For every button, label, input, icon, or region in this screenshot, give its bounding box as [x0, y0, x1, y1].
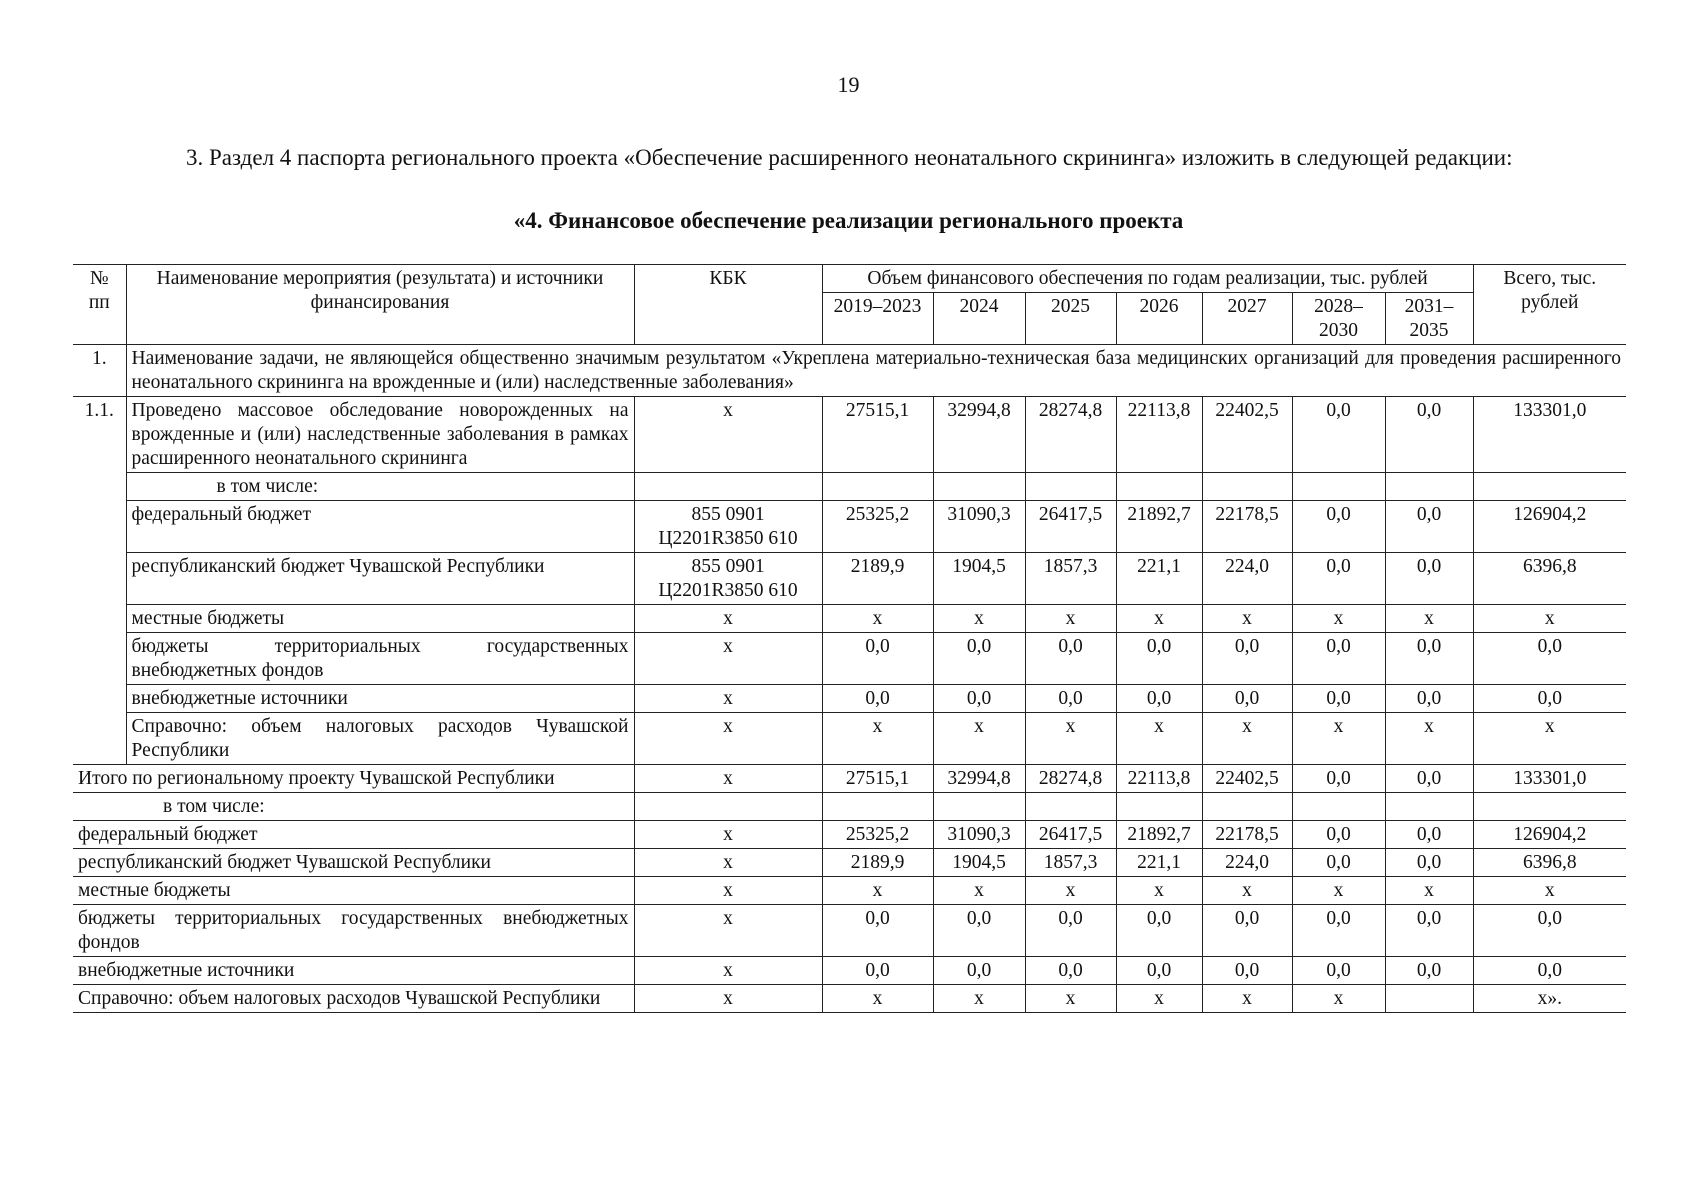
totals-value: 0,0	[1116, 957, 1202, 985]
row-value: 0,0	[1116, 685, 1202, 713]
totals-value: х	[822, 985, 933, 1013]
totals-value: х	[1116, 985, 1202, 1013]
totals-name: Итого по региональному проекту Чувашской Республики	[73, 765, 634, 793]
totals-value: 0,0	[822, 905, 933, 957]
table-row	[73, 713, 1626, 765]
totals-value: х	[1116, 877, 1202, 905]
row-value	[1292, 473, 1385, 501]
row-name: федеральный бюджет	[126, 501, 634, 553]
totals-value: 0,0	[822, 957, 933, 985]
row-value: 0,0	[1385, 633, 1473, 685]
totals-value: 21892,7	[1116, 821, 1202, 849]
totals-value: 0,0	[1116, 905, 1202, 957]
row-value	[1025, 473, 1116, 501]
row-total: х	[1473, 713, 1626, 765]
totals-value	[1385, 985, 1473, 1013]
row-value: 0,0	[1385, 397, 1473, 473]
totals-row	[73, 765, 1626, 793]
totals-value: 22402,5	[1202, 765, 1292, 793]
row-value: 32994,8	[933, 397, 1025, 473]
row-value: 0,0	[822, 685, 933, 713]
row-value: 0,0	[933, 685, 1025, 713]
row-value: 31090,3	[933, 501, 1025, 553]
totals-value: х	[822, 877, 933, 905]
row-value	[1202, 473, 1292, 501]
row-value: 22113,8	[1116, 397, 1202, 473]
task-text: Наименование задачи, не являющейся общественно значимым результатом «Укреплена материально-техническая база медицинских организаций для проведения расширенного неонатального скрининга на врожденные и (или) наследственные заболевания»	[126, 345, 1626, 397]
totals-value: 22113,8	[1116, 765, 1202, 793]
row-value: х	[933, 605, 1025, 633]
row-value: х	[1292, 605, 1385, 633]
totals-value: 1904,5	[933, 849, 1025, 877]
row-value: 0,0	[822, 633, 933, 685]
row-value: 0,0	[1202, 633, 1292, 685]
totals-name: бюджеты территориальных государственных внебюджетных фондов	[73, 905, 634, 957]
header-year: 2025	[1025, 293, 1116, 345]
row-total: 0,0	[1473, 685, 1626, 713]
totals-value: 0,0	[1292, 765, 1385, 793]
row-value	[1385, 473, 1473, 501]
totals-value: 31090,3	[933, 821, 1025, 849]
totals-value: 0,0	[1202, 905, 1292, 957]
header-year: 2027	[1202, 293, 1292, 345]
row-value: 0,0	[1292, 685, 1385, 713]
totals-kbk: х	[634, 905, 822, 957]
totals-name: местные бюджеты	[73, 877, 634, 905]
header-name: Наименование мероприятия (результата) и источники финансирования	[126, 265, 634, 345]
header-total: Всего, тыс. рублей	[1473, 265, 1626, 345]
header-year: 2028–2030	[1292, 293, 1385, 345]
row-value: х	[822, 713, 933, 765]
totals-name: федеральный бюджет	[73, 821, 634, 849]
row-value: х	[822, 605, 933, 633]
totals-value: 0,0	[1025, 957, 1116, 985]
totals-total: 0,0	[1473, 905, 1626, 957]
row-value: 0,0	[1292, 397, 1385, 473]
page-number: 19	[837, 72, 860, 97]
row-value	[822, 473, 933, 501]
header-year: 2019–2023	[822, 293, 933, 345]
totals-row	[73, 985, 1626, 1013]
row-kbk	[634, 473, 822, 501]
totals-value	[933, 793, 1025, 821]
table-row	[73, 397, 1626, 473]
row-value: х	[1385, 605, 1473, 633]
row-value: х	[1292, 713, 1385, 765]
header-volume: Объем финансового обеспечения по годам реализации, тыс. рублей	[822, 265, 1473, 293]
totals-value: 28274,8	[1025, 765, 1116, 793]
row-name: Проведено массовое обследование новорожденных на врожденные и (или) наследственные заболевания в рамках расширенного неонатального скрининга	[126, 397, 634, 473]
row-name: бюджеты территориальных государственных внебюджетных фондов	[126, 633, 634, 685]
totals-value: х	[1292, 985, 1385, 1013]
totals-kbk: х	[634, 877, 822, 905]
row-value: 0,0	[1385, 501, 1473, 553]
row-value: х	[1385, 713, 1473, 765]
totals-value: 0,0	[1202, 957, 1292, 985]
totals-row	[73, 957, 1626, 985]
totals-total: х	[1473, 877, 1626, 905]
section-title: «4. Финансовое обеспечение реализации регионального проекта	[513, 208, 1184, 233]
totals-value: 221,1	[1116, 849, 1202, 877]
row-value: 1904,5	[933, 553, 1025, 605]
totals-name: в том числе:	[73, 793, 634, 821]
header-year: 2031–2035	[1385, 293, 1473, 345]
row-value: 1857,3	[1025, 553, 1116, 605]
row-value: 0,0	[1292, 633, 1385, 685]
row-name: в том числе:	[126, 473, 634, 501]
activity-num: 1.1.	[73, 397, 126, 765]
totals-name: республиканский бюджет Чувашской Республики	[73, 849, 634, 877]
row-value: х	[1202, 605, 1292, 633]
totals-value	[1025, 793, 1116, 821]
totals-value: х	[1202, 985, 1292, 1013]
row-kbk: х	[634, 605, 822, 633]
row-kbk: х	[634, 633, 822, 685]
totals-value: 0,0	[1385, 957, 1473, 985]
row-value: 2189,9	[822, 553, 933, 605]
row-kbk: х	[634, 397, 822, 473]
totals-value: 0,0	[933, 957, 1025, 985]
header-num: № пп	[73, 265, 126, 345]
totals-total: 6396,8	[1473, 849, 1626, 877]
totals-value	[822, 793, 933, 821]
row-value: х	[1116, 605, 1202, 633]
totals-value: х	[1202, 877, 1292, 905]
totals-value: 2189,9	[822, 849, 933, 877]
row-value: 0,0	[1385, 685, 1473, 713]
row-value: х	[1202, 713, 1292, 765]
table-row	[73, 473, 1626, 501]
totals-value: 27515,1	[822, 765, 933, 793]
row-value: 224,0	[1202, 553, 1292, 605]
row-kbk: х	[634, 713, 822, 765]
row-total: 0,0	[1473, 633, 1626, 685]
row-kbk: 855 0901 Ц2201R3850 610	[634, 501, 822, 553]
totals-value: 0,0	[1292, 957, 1385, 985]
row-value: 22402,5	[1202, 397, 1292, 473]
row-value: 28274,8	[1025, 397, 1116, 473]
row-value: 0,0	[1385, 553, 1473, 605]
row-total: 6396,8	[1473, 553, 1626, 605]
row-value: 0,0	[1025, 633, 1116, 685]
row-value: х	[1025, 713, 1116, 765]
row-value: 0,0	[1116, 633, 1202, 685]
table-row	[73, 633, 1626, 685]
row-value: 0,0	[1202, 685, 1292, 713]
row-value: 0,0	[933, 633, 1025, 685]
totals-value: х	[1292, 877, 1385, 905]
totals-value: 0,0	[1385, 765, 1473, 793]
totals-value: 0,0	[1292, 905, 1385, 957]
totals-value: 26417,5	[1025, 821, 1116, 849]
row-kbk: 855 0901 Ц2201R3850 610	[634, 553, 822, 605]
totals-value: 0,0	[1385, 821, 1473, 849]
financing-table	[73, 264, 1626, 1013]
totals-value: 224,0	[1202, 849, 1292, 877]
row-value: 0,0	[1292, 553, 1385, 605]
header-kbk: КБК	[634, 265, 822, 345]
row-name: Справочно: объем налоговых расходов Чувашской Республики	[126, 713, 634, 765]
totals-value: 0,0	[1292, 821, 1385, 849]
totals-name: Справочно: объем налоговых расходов Чувашской Республики	[73, 985, 634, 1013]
row-name: республиканский бюджет Чувашской Республики	[126, 553, 634, 605]
totals-row	[73, 793, 1626, 821]
row-total: 133301,0	[1473, 397, 1626, 473]
totals-value	[1116, 793, 1202, 821]
totals-value: 0,0	[1385, 905, 1473, 957]
task-num: 1.	[73, 345, 126, 397]
header-year: 2024	[933, 293, 1025, 345]
totals-total: 126904,2	[1473, 821, 1626, 849]
totals-kbk: х	[634, 957, 822, 985]
totals-total: 133301,0	[1473, 765, 1626, 793]
totals-row	[73, 905, 1626, 957]
totals-kbk: х	[634, 765, 822, 793]
row-name: местные бюджеты	[126, 605, 634, 633]
row-name: внебюджетные источники	[126, 685, 634, 713]
totals-value: 0,0	[933, 905, 1025, 957]
totals-value: х	[1025, 877, 1116, 905]
totals-kbk: х	[634, 849, 822, 877]
row-value: 221,1	[1116, 553, 1202, 605]
header-year: 2026	[1116, 293, 1202, 345]
totals-value: х	[1025, 985, 1116, 1013]
row-value: х	[1025, 605, 1116, 633]
totals-kbk: х	[634, 985, 822, 1013]
row-kbk: х	[634, 685, 822, 713]
totals-row	[73, 821, 1626, 849]
totals-value: 0,0	[1292, 849, 1385, 877]
totals-row	[73, 877, 1626, 905]
totals-name: внебюджетные источники	[73, 957, 634, 985]
totals-value	[1202, 793, 1292, 821]
totals-value: 0,0	[1385, 849, 1473, 877]
row-value: 25325,2	[822, 501, 933, 553]
table-row	[73, 685, 1626, 713]
row-value: 27515,1	[822, 397, 933, 473]
totals-value: х	[1385, 877, 1473, 905]
totals-total	[1473, 793, 1626, 821]
row-value: 0,0	[1025, 685, 1116, 713]
row-value: х	[933, 713, 1025, 765]
totals-value: х	[933, 985, 1025, 1013]
totals-total: х».	[1473, 985, 1626, 1013]
row-value: 22178,5	[1202, 501, 1292, 553]
totals-kbk	[634, 793, 822, 821]
row-value: 26417,5	[1025, 501, 1116, 553]
intro-paragraph: 3. Раздел 4 паспорта регионального проекта «Обеспечение расширенного неонатального скрининга» изложить в следующей редакции:	[186, 145, 1513, 170]
totals-value: 22178,5	[1202, 821, 1292, 849]
totals-value: 0,0	[1025, 905, 1116, 957]
table-row	[73, 501, 1626, 553]
table-row	[73, 605, 1626, 633]
table-row	[73, 553, 1626, 605]
totals-value: 1857,3	[1025, 849, 1116, 877]
totals-row	[73, 849, 1626, 877]
row-value: 21892,7	[1116, 501, 1202, 553]
row-value	[933, 473, 1025, 501]
row-total	[1473, 473, 1626, 501]
totals-total: 0,0	[1473, 957, 1626, 985]
totals-kbk: х	[634, 821, 822, 849]
totals-value: 25325,2	[822, 821, 933, 849]
row-total: 126904,2	[1473, 501, 1626, 553]
totals-value	[1385, 793, 1473, 821]
totals-value: 32994,8	[933, 765, 1025, 793]
row-value: х	[1116, 713, 1202, 765]
totals-value: х	[933, 877, 1025, 905]
row-value	[1116, 473, 1202, 501]
row-total: х	[1473, 605, 1626, 633]
row-value: 0,0	[1292, 501, 1385, 553]
totals-value	[1292, 793, 1385, 821]
